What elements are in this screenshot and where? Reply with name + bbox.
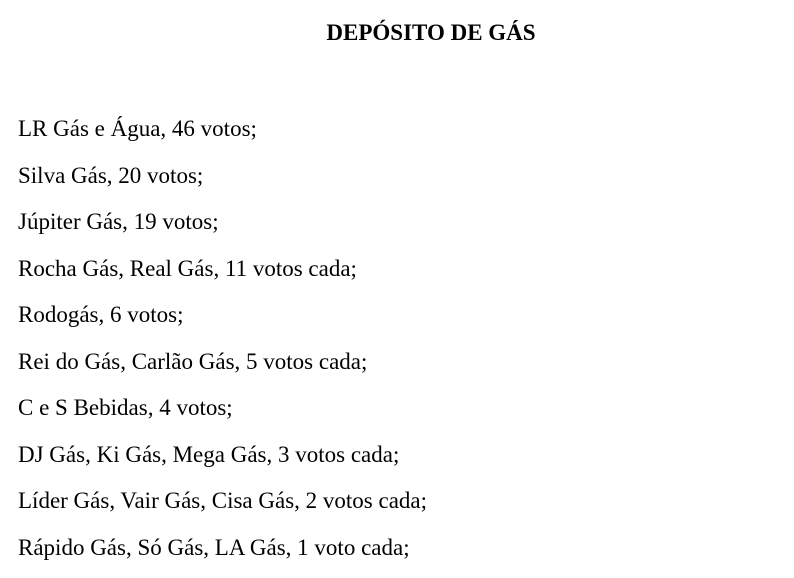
vote-entry-dj-ki-mega-gas: DJ Gás, Ki Gás, Mega Gás, 3 votos cada; bbox=[18, 439, 427, 486]
vote-entry-rocha-real-gas: Rocha Gás, Real Gás, 11 votos cada; bbox=[18, 253, 427, 300]
vote-entry-c-e-s-bebidas: C e S Bebidas, 4 votos; bbox=[18, 392, 427, 439]
vote-entry-lr-gas-e-agua: LR Gás e Água, 46 votos; bbox=[18, 113, 427, 160]
document-title: DEPÓSITO DE GÁS bbox=[0, 17, 794, 49]
vote-entry-jupiter-gas: Júpiter Gás, 19 votos; bbox=[18, 206, 427, 253]
vote-entry-rodogas: Rodogás, 6 votos; bbox=[18, 299, 427, 346]
vote-entry-rei-carlao-gas: Rei do Gás, Carlão Gás, 5 votos cada; bbox=[18, 346, 427, 393]
vote-entry-lider-vair-cisa-gas: Líder Gás, Vair Gás, Cisa Gás, 2 votos cada; bbox=[18, 485, 427, 532]
vote-entry-rapido-so-la-gas: Rápido Gás, Só Gás, LA Gás, 1 voto cada; bbox=[18, 532, 427, 578]
vote-results-list bbox=[18, 113, 427, 578]
vote-entry-silva-gas: Silva Gás, 20 votos; bbox=[18, 160, 427, 207]
